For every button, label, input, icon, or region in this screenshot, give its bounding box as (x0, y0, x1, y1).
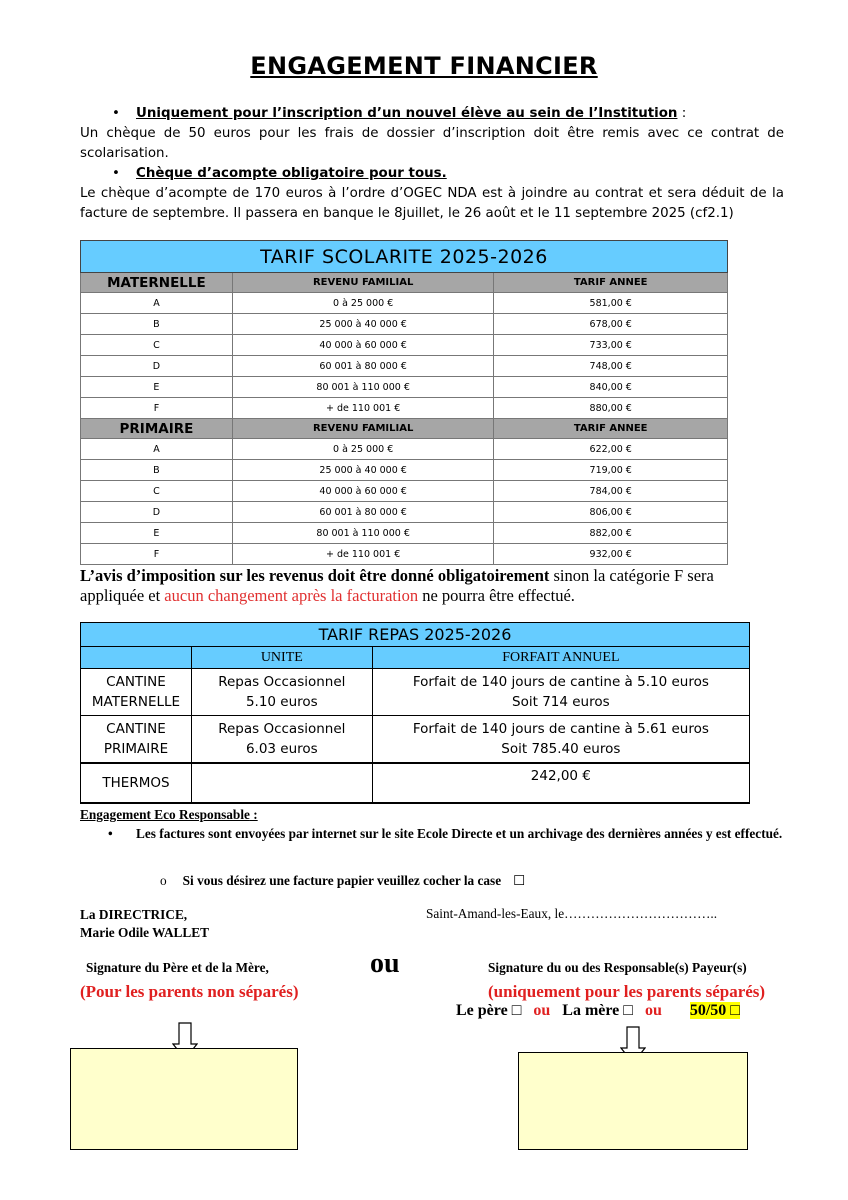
tarif-header: TARIF ANNEE (494, 419, 728, 439)
tarif-cell: 622,00 € (494, 439, 728, 460)
table-row (81, 502, 728, 523)
revenu-cell: 60 001 à 80 000 € (232, 356, 494, 377)
intro-section (80, 104, 784, 224)
cantine-maternelle-label (81, 669, 192, 716)
table-row (81, 377, 728, 398)
primaire-header-row (81, 419, 728, 439)
category-cell: B (81, 314, 233, 335)
tarif-cell: 932,00 € (494, 544, 728, 565)
tarif-cell: 748,00 € (494, 356, 728, 377)
paper-invoice-checkbox[interactable]: ☐ (513, 873, 526, 888)
intro-bullet-deposit (80, 164, 784, 184)
table-row (81, 763, 750, 803)
revenu-cell: 80 001 à 110 000 € (232, 377, 494, 398)
category-cell: A (81, 293, 233, 314)
mere-checkbox[interactable]: La mère □ (562, 1002, 633, 1019)
tax-notice-text-end: ne pourra être effectué. (418, 586, 575, 605)
revenu-cell: + de 110 001 € (232, 398, 494, 419)
split-checkbox[interactable]: 50/50 □ (689, 1002, 740, 1019)
intro-bullet-new-student (80, 104, 784, 124)
thermos-label: THERMOS (81, 763, 192, 803)
thermos-unite (191, 763, 372, 803)
tax-notice-paragraph (80, 566, 780, 606)
revenu-cell: 40 000 à 60 000 € (232, 481, 494, 502)
right-signature-label: Signature du ou des Responsable(s) Payeur(s) (488, 960, 747, 975)
revenu-cell: 40 000 à 60 000 € (232, 335, 494, 356)
forfait-line: Forfait de 140 jours de cantine à 5.10 euros (412, 674, 709, 690)
table-row (81, 293, 728, 314)
tax-notice-bold: L’avis d’imposition sur les revenus doit être donné obligatoirement (80, 566, 550, 585)
forfait-line: Soit 714 euros (512, 694, 610, 710)
forfait-header: FORFAIT ANNUEL (372, 647, 749, 669)
label-line: CANTINE (106, 674, 166, 690)
registration-fee-text: Un chèque de 50 euros pour les frais de dossier d’inscription doit être remis avec ce contrat de scolarisation. (80, 126, 784, 161)
forfait-line: Soit 785.40 euros (501, 740, 621, 757)
tuition-table-title: TARIF SCOLARITE 2025-2026 (81, 241, 728, 273)
cantine-maternelle-unite (191, 669, 372, 716)
tax-notice-text: sinon la catégorie F sera appliquée et (80, 566, 714, 605)
unite-header: UNITE (191, 647, 372, 669)
unite-line: 6.03 euros (245, 740, 318, 757)
tarif-cell: 719,00 € (494, 460, 728, 481)
or-text: ou (533, 1002, 551, 1019)
revenu-cell: + de 110 001 € (232, 544, 494, 565)
colon: : (677, 106, 687, 121)
category-cell: F (81, 398, 233, 419)
tax-notice-warning: aucun changement après la facturation (164, 586, 419, 605)
eco-bullet: • Les factures sont envoyées par internet sur le site Ecole Directe et un archivage des dernières années y est effectué. (80, 825, 790, 843)
colon: : (249, 807, 258, 822)
maternelle-header-row (81, 273, 728, 293)
meals-table-title: TARIF REPAS 2025-2026 (81, 623, 750, 647)
cantine-primaire-label (81, 716, 192, 763)
label-line: MATERNELLE (91, 694, 181, 710)
unite-line: Repas Occasionnel (218, 674, 346, 690)
tuition-table (80, 240, 728, 565)
revenu-cell: 25 000 à 40 000 € (232, 460, 494, 481)
meals-header-row (81, 647, 750, 669)
page-title: ENGAGEMENT FINANCIER (250, 52, 598, 80)
revenu-cell: 60 001 à 80 000 € (232, 502, 494, 523)
category-cell: C (81, 335, 233, 356)
eco-section (80, 806, 790, 888)
deposit-text: Le chèque d’acompte de 170 euros à l’ordre d’OGEC NDA est à joindre au contrat et sera déduit de la facture de septembre. Il passera en banque le 8juillet, le 26 août et le 11 septembre 2025 (cf2.1) (80, 186, 784, 221)
tarif-cell: 678,00 € (494, 314, 728, 335)
label-line: PRIMAIRE (103, 740, 169, 757)
directrice-title: La DIRECTRICE, (80, 907, 188, 922)
table-row (81, 460, 728, 481)
category-cell: B (81, 460, 233, 481)
table-row (81, 314, 728, 335)
maternelle-label: MATERNELLE (81, 273, 233, 293)
tarif-cell: 840,00 € (494, 377, 728, 398)
paper-invoice-option (160, 872, 680, 890)
tarif-cell: 880,00 € (494, 398, 728, 419)
category-cell: D (81, 502, 233, 523)
or-text: ou (644, 1002, 662, 1019)
revenu-header: REVENU FAMILIAL (232, 273, 494, 293)
meals-table (80, 622, 750, 804)
table-row (81, 481, 728, 502)
left-signature-box[interactable] (70, 1048, 298, 1150)
revenu-cell: 25 000 à 40 000 € (232, 314, 494, 335)
label-line: CANTINE (106, 720, 166, 737)
table-row (81, 669, 750, 716)
new-student-heading: Uniquement pour l’inscription d’un nouvel élève au sein de l’Institution (136, 106, 678, 121)
eco-title (80, 806, 790, 824)
revenu-header: REVENU FAMILIAL (232, 419, 494, 439)
thermos-value: 242,00 € (372, 763, 749, 803)
right-signature-box[interactable] (518, 1052, 748, 1150)
place-date-field[interactable]: Saint-Amand-les-Eaux, le…………………………….. (426, 906, 718, 921)
table-row (81, 716, 750, 763)
right-signature-note: (uniquement pour les parents séparés) (488, 982, 766, 1001)
category-cell: D (81, 356, 233, 377)
table-row (81, 356, 728, 377)
category-cell: A (81, 439, 233, 460)
category-cell: E (81, 523, 233, 544)
unite-line: Repas Occasionnel (218, 720, 346, 737)
tarif-cell: 882,00 € (494, 523, 728, 544)
table-row (81, 544, 728, 565)
unite-line: 5.10 euros (245, 694, 318, 710)
category-cell: E (81, 377, 233, 398)
forfait-line: Forfait de 140 jours de cantine à 5.61 euros (412, 720, 709, 737)
revenu-cell: 0 à 25 000 € (232, 293, 494, 314)
table-row (81, 398, 728, 419)
ou-separator: ou (370, 948, 400, 979)
tarif-cell: 784,00 € (494, 481, 728, 502)
empty-header-cell (81, 647, 192, 669)
table-row (81, 335, 728, 356)
category-cell: C (81, 481, 233, 502)
cantine-primaire-forfait (372, 716, 749, 763)
category-cell: F (81, 544, 233, 565)
table-row (81, 439, 728, 460)
circle-bullet-icon: o (160, 873, 167, 888)
deposit-heading: Chèque d’acompte obligatoire pour tous. (136, 166, 447, 181)
paper-invoice-text: Si vous désirez une facture papier veuillez cocher la case (182, 873, 502, 888)
pere-checkbox[interactable]: Le père □ (456, 1002, 522, 1019)
tarif-cell: 733,00 € (494, 335, 728, 356)
revenu-cell: 0 à 25 000 € (232, 439, 494, 460)
tarif-header: TARIF ANNEE (494, 273, 728, 293)
left-signature-label: Signature du Père et de la Mère, (86, 960, 269, 975)
left-signature-note: (Pour les parents non séparés) (80, 982, 299, 1001)
tarif-cell: 806,00 € (494, 502, 728, 523)
tarif-cell: 581,00 € (494, 293, 728, 314)
cantine-primaire-unite (191, 716, 372, 763)
eco-title-text: Engagement Eco Responsable (80, 807, 250, 822)
directrice-block (80, 906, 209, 942)
table-row (81, 523, 728, 544)
directrice-name: Marie Odile WALLET (80, 925, 210, 940)
cantine-maternelle-forfait (372, 669, 749, 716)
payer-options (456, 1002, 740, 1020)
primaire-label: PRIMAIRE (81, 419, 233, 439)
revenu-cell: 80 001 à 110 000 € (232, 523, 494, 544)
